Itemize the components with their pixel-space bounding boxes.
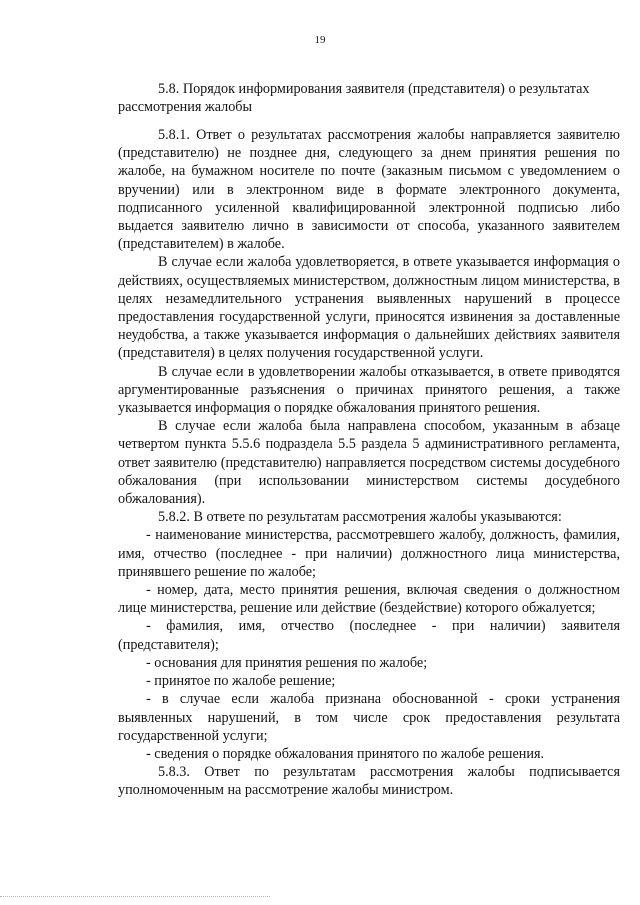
paragraph-complaint-satisfied: В случае если жалоба удовлетворяется, в ответе указывается информация о действиях, осуществляемых министерством, должностным лицом министерства, в целях незамедлительного устранения выявленных нарушений в процессе предоставления государственной услуги, приносятся извинения за доставленные неудобства, а также указывается информация о дальнейших действиях заявителя (представителя) в целях получения государственной услуги.	[118, 254, 620, 362]
list-item: - основания для принятия решения по жалобе;	[146, 654, 428, 671]
paragraph-5-8-1: 5.8.1. Ответ о результатах рассмотрения жалобы направляется заявителю (представителю) не позднее дня, следующего за днем принятия решения по жалобе, на бумажном носителе по почте (заказным письмом с уведомлением о вручении) или в электронном виде в формате электронного документа, подписанного усиленной квалифицированной электронной подписью либо выдается заявителю лично в зависимости от способа, указанного заявителем (представителем) в жалобе.	[118, 127, 620, 253]
paragraph-pre-trial-system: В случае если жалоба была направлена способом, указанным в абзаце четвертом пункта 5.5.6 подраздела 5.5 раздела 5 административного регламента, ответ заявителю (представителю) направляется посредством системы досудебного обжалования (при использовании министерством системы досудебного обжалования).	[118, 418, 620, 508]
paragraph-5-8-2: 5.8.2. В ответе по результатам рассмотрения жалобы указываются:	[158, 509, 562, 526]
page-number: 19	[314, 34, 326, 46]
section-body	[118, 126, 620, 800]
list-item: - сведения о порядке обжалования принятого по жалобе решения.	[146, 745, 545, 762]
list-item: - фамилия, имя, отчество (последнее - при наличии) заявителя (представителя);	[118, 618, 620, 653]
section-heading: 5.8. Порядок информирования заявителя (представителя) о результатах рассмотрения жалобы	[118, 81, 590, 115]
list-item: - в случае если жалоба признана обоснованной - сроки устранения выявленных нарушений, в том числе срок предоставления результата государственной услуги;	[118, 691, 620, 744]
answer-contents-list	[118, 526, 620, 763]
list-item: - наименование министерства, рассмотревшего жалобу, должность, фамилия, имя, отчество (последнее - при наличии) должностного лица министерства, принявшего решение по жалобе;	[118, 527, 620, 580]
paragraph-complaint-rejected: В случае если в удовлетворении жалобы отказывается, в ответе приводятся аргументированные разъяснения о причинах принятого решения, а также указывается информация о порядке обжалования принятого решения.	[118, 363, 620, 417]
paragraph-5-8-3: 5.8.3. Ответ по результатам рассмотрения жалобы подписывается уполномоченным на рассмотрение жалобы министром.	[118, 764, 620, 799]
scan-edge-line	[0, 896, 270, 897]
list-item: - номер, дата, место принятия решения, включая сведения о должностном лице министерства, решение или действие (бездействие) которого обжалуется;	[118, 582, 620, 617]
list-item: - принятое по жалобе решение;	[146, 673, 336, 690]
